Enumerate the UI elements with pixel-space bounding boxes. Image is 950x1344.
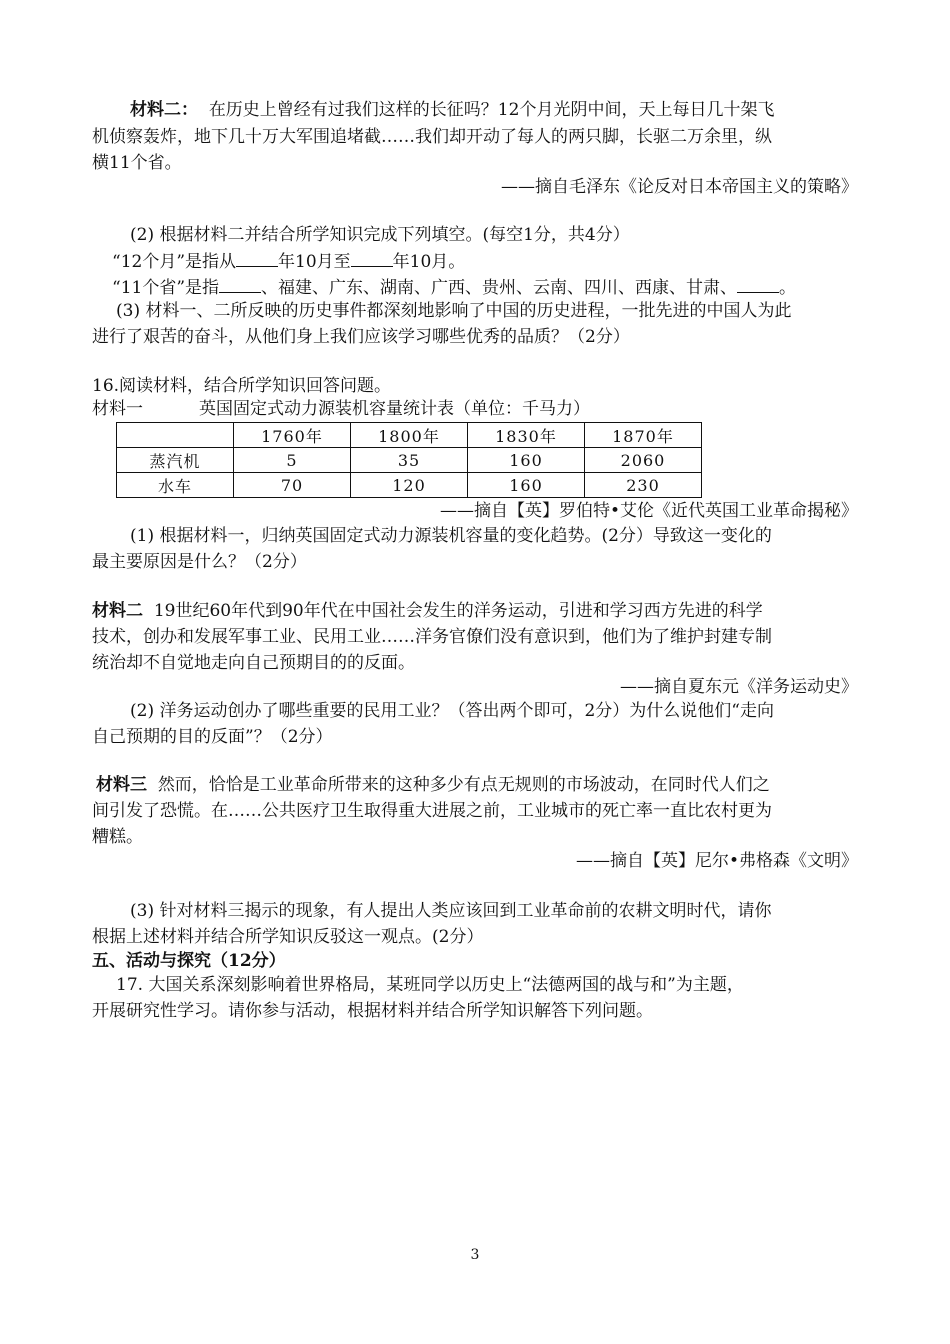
material-two-b-line-1: [92, 598, 763, 624]
q2-a-text-mid: 年10月至: [278, 252, 351, 272]
material-two-b-line-3: 统治却不自觉地走向自己预期目的的反面。: [92, 653, 415, 673]
question-16-2-line-2: 自己预期的目的反面”？（2分）: [92, 727, 333, 747]
answer-blank[interactable]: [737, 274, 779, 293]
material-three-line-2: 间引发了恐慌。在……公共医疗卫生取得重大进展之前，工业城市的死亡率一直比农村更为: [92, 801, 772, 821]
q2-b-text-mid: 、福建、广东、湖南、广西、贵州、云南、四川、西康、甘肃、: [261, 278, 738, 298]
material-two-line-2: 机侦察轰炸，地下几十万大军围追堵截……我们却开动了每人的两只脚，长驱二万余里，纵: [92, 127, 772, 147]
material-two-line-1: [130, 97, 774, 123]
table-header-cell: [117, 423, 234, 448]
table-header-cell: 1800年: [351, 423, 468, 448]
material-two-source: ——摘自毛泽东《论反对日本帝国主义的策略》: [501, 177, 858, 197]
question-16-title: 16.阅读材料，结合所学知识回答问题。: [92, 376, 392, 396]
table-cell: 120: [351, 473, 468, 498]
material-two-label: 材料二：: [130, 100, 198, 120]
material-three-source: ——摘自【英】尼尔•弗格森《文明》: [575, 851, 858, 871]
table-cell: 160: [468, 473, 585, 498]
question-16-1-line-1: (1) 根据材料一，归纳英国固定式动力源装机容量的变化趋势。(2分）导致这一变化的: [130, 526, 772, 546]
table-cell: 35: [351, 448, 468, 473]
question-2-intro: (2) 根据材料二并结合所学知识完成下列填空。(每空1分，共4分）: [130, 225, 630, 245]
question-3-line-2: 进行了艰苦的奋斗，从他们身上我们应该学习哪些优秀的品质？（2分）: [92, 327, 630, 347]
answer-blank[interactable]: [219, 274, 261, 293]
table-header-cell: 1830年: [468, 423, 585, 448]
question-16-1-line-2: 最主要原因是什么？（2分）: [92, 552, 307, 572]
material-three-line-1: [96, 772, 770, 798]
q2-a-text-pre: “12个月”是指从: [112, 252, 237, 272]
material-two-line-3: 横11个省。: [92, 153, 182, 173]
section-five-heading: 五、活动与探究（12分）: [92, 951, 286, 971]
table-cell: 230: [585, 473, 702, 498]
material-one-source: ——摘自【英】罗伯特•艾伦《近代英国工业革命揭秘》: [439, 501, 858, 521]
q2-b-text-pre: “11个省”是指: [112, 278, 220, 298]
material-two-b-line-2: 技术，创办和发展军事工业、民用工业……洋务官僚们没有意识到，他们为了维护封建专制: [92, 627, 772, 647]
table-header-cell: 1760年: [234, 423, 351, 448]
power-capacity-table: [116, 422, 702, 498]
table-cell: 2060: [585, 448, 702, 473]
question-17-line-1: 17. 大国关系深刻影响着世界格局，某班同学以历史上“法德两国的战与和”为主题，: [116, 975, 744, 995]
material-two-b-source: ——摘自夏东元《洋务运动史》: [620, 677, 858, 697]
question-16-2-line-1: (2) 洋务运动创办了哪些重要的民用工业？（答出两个即可，2分）为什么说他们“走向: [130, 701, 774, 721]
table-cell: 5: [234, 448, 351, 473]
table-cell: 70: [234, 473, 351, 498]
q2-a-text-post: 年10月。: [392, 252, 466, 272]
material-one-caption-line: [92, 396, 590, 422]
table-header-cell: 1870年: [585, 423, 702, 448]
table-caption: 英国固定式动力源装机容量统计表（单位：千马力）: [199, 399, 590, 419]
question-2-blank-line-a: [112, 248, 465, 275]
page-number: 3: [470, 1247, 480, 1263]
material-one-label: 材料一: [92, 399, 143, 419]
material-two-b-label: 材料二: [92, 601, 143, 621]
question-2-blank-line-b: [112, 274, 796, 301]
material-two-b-text-1: 19世纪60年代到90年代在中国社会发生的洋务运动，引进和学习西方先进的科学: [153, 601, 763, 621]
table-cell: 蒸汽机: [117, 448, 234, 473]
table-cell: 160: [468, 448, 585, 473]
material-two-text-1: 在历史上曾经有过我们这样的长征吗？12个月光阴中间，天上每日几十架飞: [208, 100, 775, 120]
question-16-3-line-2: 根据上述材料并结合所学知识反驳这一观点。(2分）: [92, 927, 484, 947]
answer-blank[interactable]: [351, 248, 393, 267]
question-3-line-1: (3) 材料一、二所反映的历史事件都深刻地影响了中国的历史进程，一批先进的中国人为此: [116, 301, 792, 321]
table-header-row: [117, 423, 702, 448]
table-row: [117, 448, 702, 473]
material-three-label: 材料三: [96, 775, 147, 795]
question-16-3-line-1: (3) 针对材料三揭示的现象，有人提出人类应该回到工业革命前的农耕文明时代，请你: [130, 901, 772, 921]
material-three-line-3: 糟糕。: [92, 827, 143, 847]
table-cell: 水车: [117, 473, 234, 498]
material-three-text-1: 然而，恰恰是工业革命所带来的这种多少有点无规则的市场波动，在同时代人们之: [157, 775, 770, 795]
table-row: [117, 473, 702, 498]
q2-b-text-post: 。: [779, 278, 797, 298]
question-17-line-2: 开展研究性学习。请你参与活动，根据材料并结合所学知识解答下列问题。: [92, 1001, 653, 1021]
answer-blank[interactable]: [236, 248, 278, 267]
